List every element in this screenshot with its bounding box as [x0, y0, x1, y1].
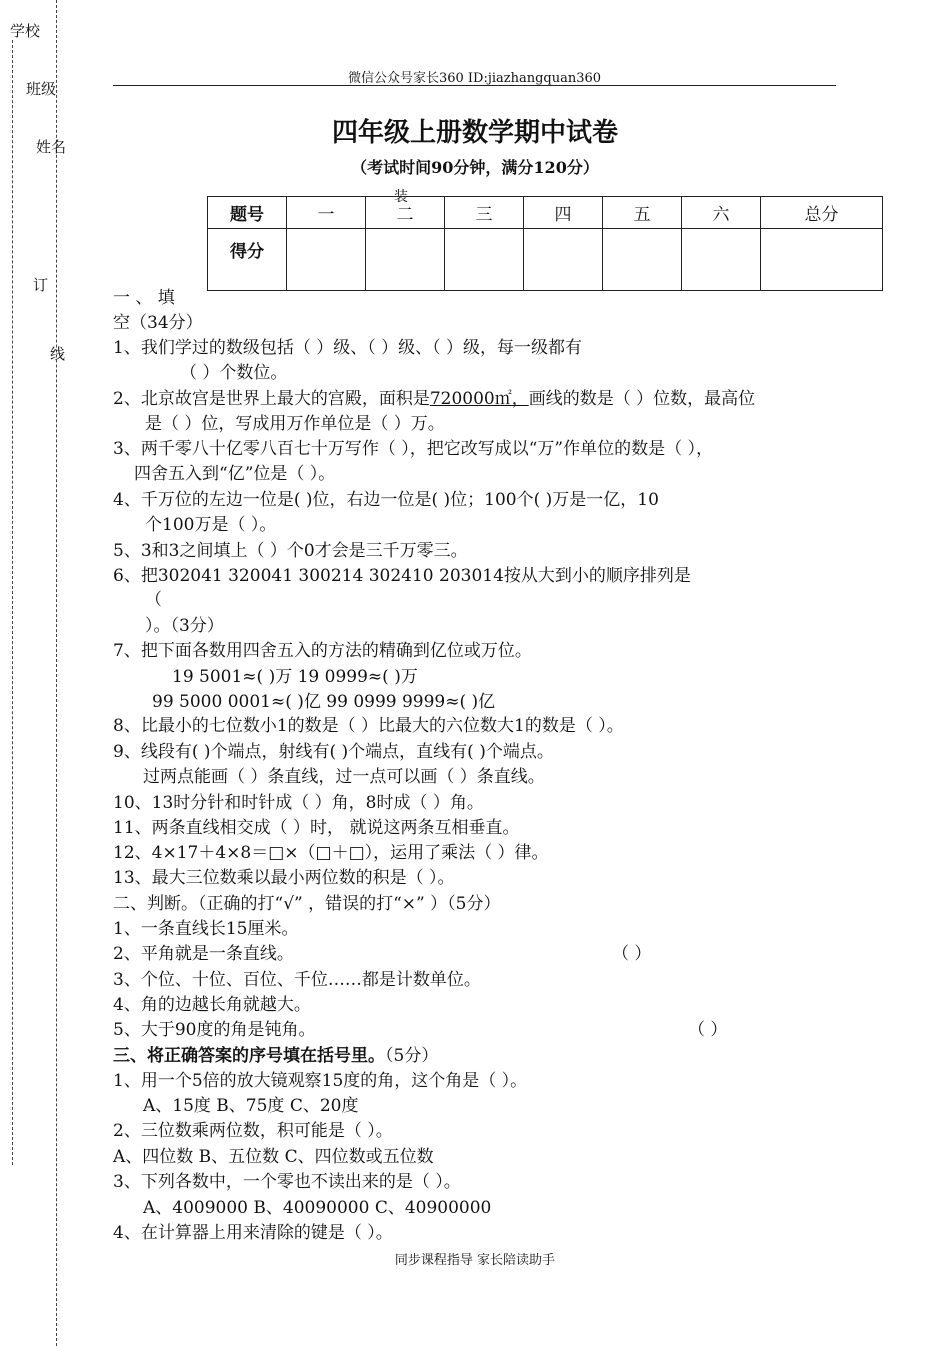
- s1-q6-line3: ）。（3分）: [145, 616, 224, 636]
- s1-q11: 11、两条直线相交成（ ）时， 就说这两条互相垂直。: [113, 818, 520, 838]
- section3-heading-text: 三、将正确答案的序号填在括号里。: [113, 1046, 385, 1066]
- s3-q3: 3、下列各数中，一个零也不读出来的是（ ）。: [113, 1172, 461, 1192]
- s1-q9-line2: 过两点能画（ ）条直线，过一点可以画（ ）条直线。: [143, 767, 545, 787]
- score-table-col-5: 五: [603, 197, 682, 229]
- header-text: 微信公众号家长360 ID:jiazhangquan360: [347, 71, 602, 86]
- s1-q7-part-a: 19 5001≈( )万 19 0999≈( )万: [172, 667, 418, 687]
- s1-q3-line1: 3、两千零八十亿零八百七十万写作（ ），把它改写成以“万”作单位的数是（ ），: [113, 439, 714, 459]
- footer-text: 同步课程指导 家长陪读助手: [394, 1253, 556, 1268]
- s3-q3-options: A、4009000 B、40090000 C、40900000: [143, 1198, 492, 1218]
- s1-q2-pre: 2、北京故宫是世界上最大的宫殿，面积是: [113, 389, 430, 409]
- s1-q1-line2: （ ）个数位。: [180, 363, 288, 383]
- score-table-header-row: [208, 197, 883, 229]
- page-title: 四年级上册数学期中试卷: [331, 118, 618, 148]
- s2-q1: 1、一条直线长15厘米。: [113, 919, 299, 939]
- s1-q4-line2: 个100万是（ ）。: [145, 515, 277, 535]
- s1-q3-line2: 四舍五入到“亿”位是（ ）。: [134, 464, 336, 484]
- s3-q1: 1、用一个5倍的放大镜观察15度的角，这个角是（ ）。: [113, 1071, 528, 1091]
- score-table: [207, 196, 883, 291]
- s2-q5: 5、大于90度的角是钝角。: [113, 1020, 316, 1040]
- s1-q13: 13、最大三位数乘以最小两位数的积是（ ）。: [113, 868, 455, 888]
- s1-q4-line1: 4、千万位的左边一位是( )位，右边一位是( )位；100个( )万是一亿，10: [113, 490, 659, 510]
- s1-q6-line1: 6、把302041 320041 300214 302410 203014按从大到小的顺序排列是: [113, 566, 691, 586]
- s3-q1-options: A、15度 B、75度 C、20度: [143, 1096, 359, 1116]
- s1-q2-line2: 是（ ）位，写成用万作单位是（ ）万。: [145, 414, 445, 434]
- s1-q9-line1: 9、线段有( )个端点，射线有( )个端点，直线有( )个端点。: [113, 742, 554, 762]
- score-table-score-label: 得分: [208, 229, 287, 291]
- score-cell-4[interactable]: [524, 229, 603, 291]
- margin-ding-mark: 订: [33, 276, 49, 294]
- s2-q4: 4、角的边越长角就越大。: [113, 995, 311, 1015]
- score-table-col-6: 六: [682, 197, 761, 229]
- s2-q2-answer-paren: （ ）: [612, 944, 652, 964]
- margin-xian-mark: 线: [50, 345, 66, 363]
- score-cell-3[interactable]: [445, 229, 524, 291]
- s1-q8: 8、比最小的七位数小1的数是（ ）比最大的六位数大1的数是（ ）。: [113, 716, 624, 736]
- score-table-col-total: 总分: [761, 197, 883, 229]
- score-cell-6[interactable]: [682, 229, 761, 291]
- s1-q12: 12、4×17＋4×8＝□×（□＋□），运用了乘法（ ）律。: [113, 843, 549, 863]
- s1-q1-line1: 1、我们学过的数级包括（ ）级、（ ）级、（ ）级，每一级都有: [113, 338, 583, 358]
- margin-school-label: 学校: [10, 22, 41, 40]
- score-cell-5[interactable]: [603, 229, 682, 291]
- margin-class-label: 班级: [26, 80, 57, 98]
- header-rule: [113, 85, 836, 86]
- s3-q2: 2、三位数乘两位数，积可能是（ ）。: [113, 1121, 393, 1141]
- score-cell-2[interactable]: [366, 229, 445, 291]
- s1-q2-underlined: 720000㎡，: [429, 389, 529, 409]
- score-cell-1[interactable]: [287, 229, 366, 291]
- section1-heading-a: 一 、 填: [113, 288, 175, 308]
- section1-heading-b: 空（34分）: [113, 313, 203, 333]
- score-table-col-3: 三: [445, 197, 524, 229]
- section3-heading: [113, 1041, 438, 1066]
- s1-q6-line2: （: [145, 590, 162, 610]
- s2-q2: 2、平角就是一条直线。: [113, 944, 294, 964]
- s2-q3: 3、个位、十位、百位、千位……都是计数单位。: [113, 970, 481, 990]
- s1-q7: 7、把下面各数用四舍五入的方法的精确到亿位或万位。: [113, 641, 532, 661]
- section2-heading: 二、判断。（正确的打“√” ，错误的打“×” ）（5分）: [113, 894, 501, 914]
- binding-dashed-line-inner: [12, 40, 13, 1165]
- s1-q10: 10、13时分针和时针成（ ）角，8时成（ ）角。: [113, 793, 484, 813]
- score-table-score-row: [208, 229, 883, 291]
- section3-heading-score: （5分）: [385, 1046, 439, 1066]
- margin-zhuang-mark: 装: [394, 189, 408, 205]
- s1-q2-post: 画线的数是（ ）位数，最高位: [528, 389, 756, 409]
- s1-q7-part-b: 99 5000 0001≈( )亿 99 0999 9999≈( )亿: [152, 692, 496, 712]
- s3-q4: 4、在计算器上用来清除的键是（ ）。: [113, 1223, 393, 1243]
- margin-name-label: 姓名: [36, 138, 67, 156]
- score-cell-total[interactable]: [761, 229, 883, 291]
- s1-q2-line1: [113, 384, 755, 409]
- score-table-col-1: 一: [287, 197, 366, 229]
- score-table-row-label: 题号: [208, 197, 287, 229]
- score-table-col-2: 二: [366, 197, 445, 229]
- binding-dashed-line-outer: [56, 0, 57, 1346]
- score-table-col-4: 四: [524, 197, 603, 229]
- s1-q5: 5、3和3之间填上（ ）个0才会是三千万零三。: [113, 541, 468, 561]
- s2-q5-answer-paren: （ ）: [688, 1020, 728, 1040]
- page-subtitle: （考试时间90分钟，满分120分）: [351, 158, 599, 177]
- s3-q2-options: A、四位数 B、五位数 C、四位数或五位数: [113, 1147, 434, 1167]
